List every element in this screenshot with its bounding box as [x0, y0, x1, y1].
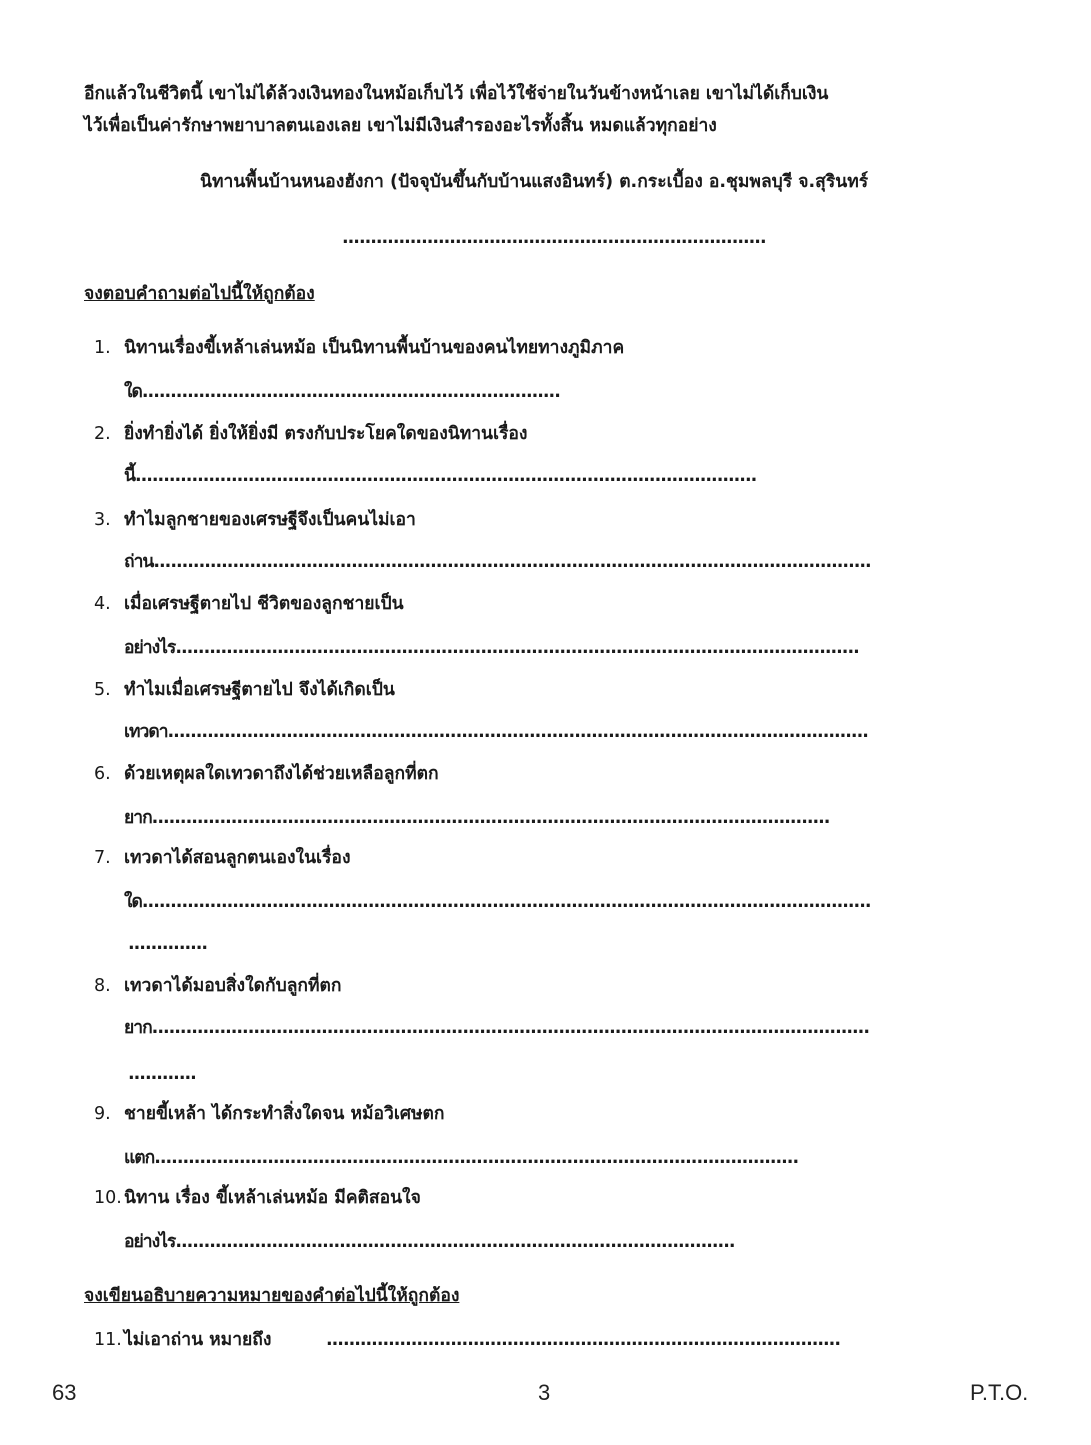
question-text: ด้วยเหตุผลใดเทวดาถึงได้ช่วยเหลือลูกที่ตก — [124, 764, 439, 784]
answer-line: ยาก........................................................................................................................ — [124, 808, 830, 828]
question-number: 9. — [94, 1104, 111, 1124]
page-number: 3 — [538, 1380, 551, 1405]
question-number: 1. — [94, 338, 111, 358]
answer-line-continued: ............ — [128, 1064, 196, 1084]
question-number: 8. — [94, 976, 111, 996]
question-number: 4. — [94, 594, 111, 614]
question-text: ทำไมลูกชายของเศรษฐีจึงเป็นคนไม่เอา — [124, 510, 416, 530]
passage-line-2: ไว้เพื่อเป็นค่ารักษาพยาบาลตนเองเลย เขาไม่มีเงินสำรองอะไรทั้งสิ้น หมดแล้วทุกอย่าง — [84, 116, 717, 136]
answer-line: ........................................................................................... — [326, 1330, 840, 1350]
question-number: 10. — [94, 1188, 122, 1208]
question-number: 6. — [94, 764, 111, 784]
answer-line: ถ่าน............................................................................................................................... — [124, 552, 871, 572]
passage-source: นิทานพื้นบ้านหนองฮังกา (ปัจจุบันขึ้นกับบ้านแสงอินทร์) ต.กระเบื้อง อ.ชุมพลบุรี จ.สุรินทร์ — [200, 172, 869, 192]
page-code: 63 — [52, 1380, 77, 1405]
question-text: ชายขี้เหล้า ได้กระทำสิ่งใดจน หม้อวิเศษตก — [124, 1104, 445, 1124]
question-text: นิทาน เรื่อง ขี้เหล้าเล่นหม้อ มีคติสอนใจ — [124, 1188, 421, 1208]
answer-line: อย่างไร................................................................................................... — [124, 1232, 735, 1252]
question-number: 5. — [94, 680, 111, 700]
question-number: 2. — [94, 424, 111, 444]
answer-line: นี้.............................................................................................................. — [124, 466, 757, 486]
answer-line: เทวดา............................................................................................................................ — [124, 722, 868, 742]
section-heading-questions: จงตอบคำถามต่อไปนี้ให้ถูกต้อง — [84, 284, 315, 304]
answer-line: ใด.......................................................................... — [124, 382, 560, 402]
question-text: เทวดาได้มอบสิ่งใดกับลูกที่ตก — [124, 976, 342, 996]
answer-line: ใด................................................................................................................................. — [124, 892, 871, 912]
answer-line: ยาก............................................................................................................................... — [124, 1018, 869, 1038]
question-number: 11. — [94, 1330, 122, 1350]
separator-dots: ........................................................................... — [342, 228, 766, 248]
answer-line-continued: .............. — [128, 934, 208, 954]
question-text: ยิ่งทำยิ่งได้ ยิ่งให้ยิ่งมี ตรงกับประโยคใดของนิทานเรื่อง — [124, 424, 528, 444]
question-text: นิทานเรื่องขี้เหล้าเล่นหม้อ เป็นนิทานพื้นบ้านของคนไทยทางภูมิภาค — [124, 338, 625, 358]
question-number: 7. — [94, 848, 111, 868]
answer-line: แตก.................................................................................................................. — [124, 1148, 799, 1168]
please-turn-over: P.T.O. — [970, 1380, 1029, 1405]
question-text: เทวดาได้สอนลูกตนเองในเรื่อง — [124, 848, 351, 868]
passage-line-1: อีกแล้วในชีวิตนี้ เขาไม่ได้ล้วงเงินทองในหม้อเก็บไว้ เพื่อไว้ใช้จ่ายในวันข้างหน้าเลย เขาไม่ได้เก็บเงิน — [84, 84, 829, 104]
question-number: 3. — [94, 510, 111, 530]
question-text: ไม่เอาถ่าน หมายถึง — [124, 1330, 272, 1350]
question-text: เมื่อเศรษฐีตายไป ชีวิตของลูกชายเป็น — [124, 594, 404, 614]
answer-line: อย่างไร......................................................................................................................... — [124, 638, 859, 658]
question-text: ทำไมเมื่อเศรษฐีตายไป จึงได้เกิดเป็น — [124, 680, 395, 700]
section-heading-definitions: จงเขียนอธิบายความหมายของคำต่อไปนี้ให้ถูกต้อง — [84, 1286, 460, 1306]
